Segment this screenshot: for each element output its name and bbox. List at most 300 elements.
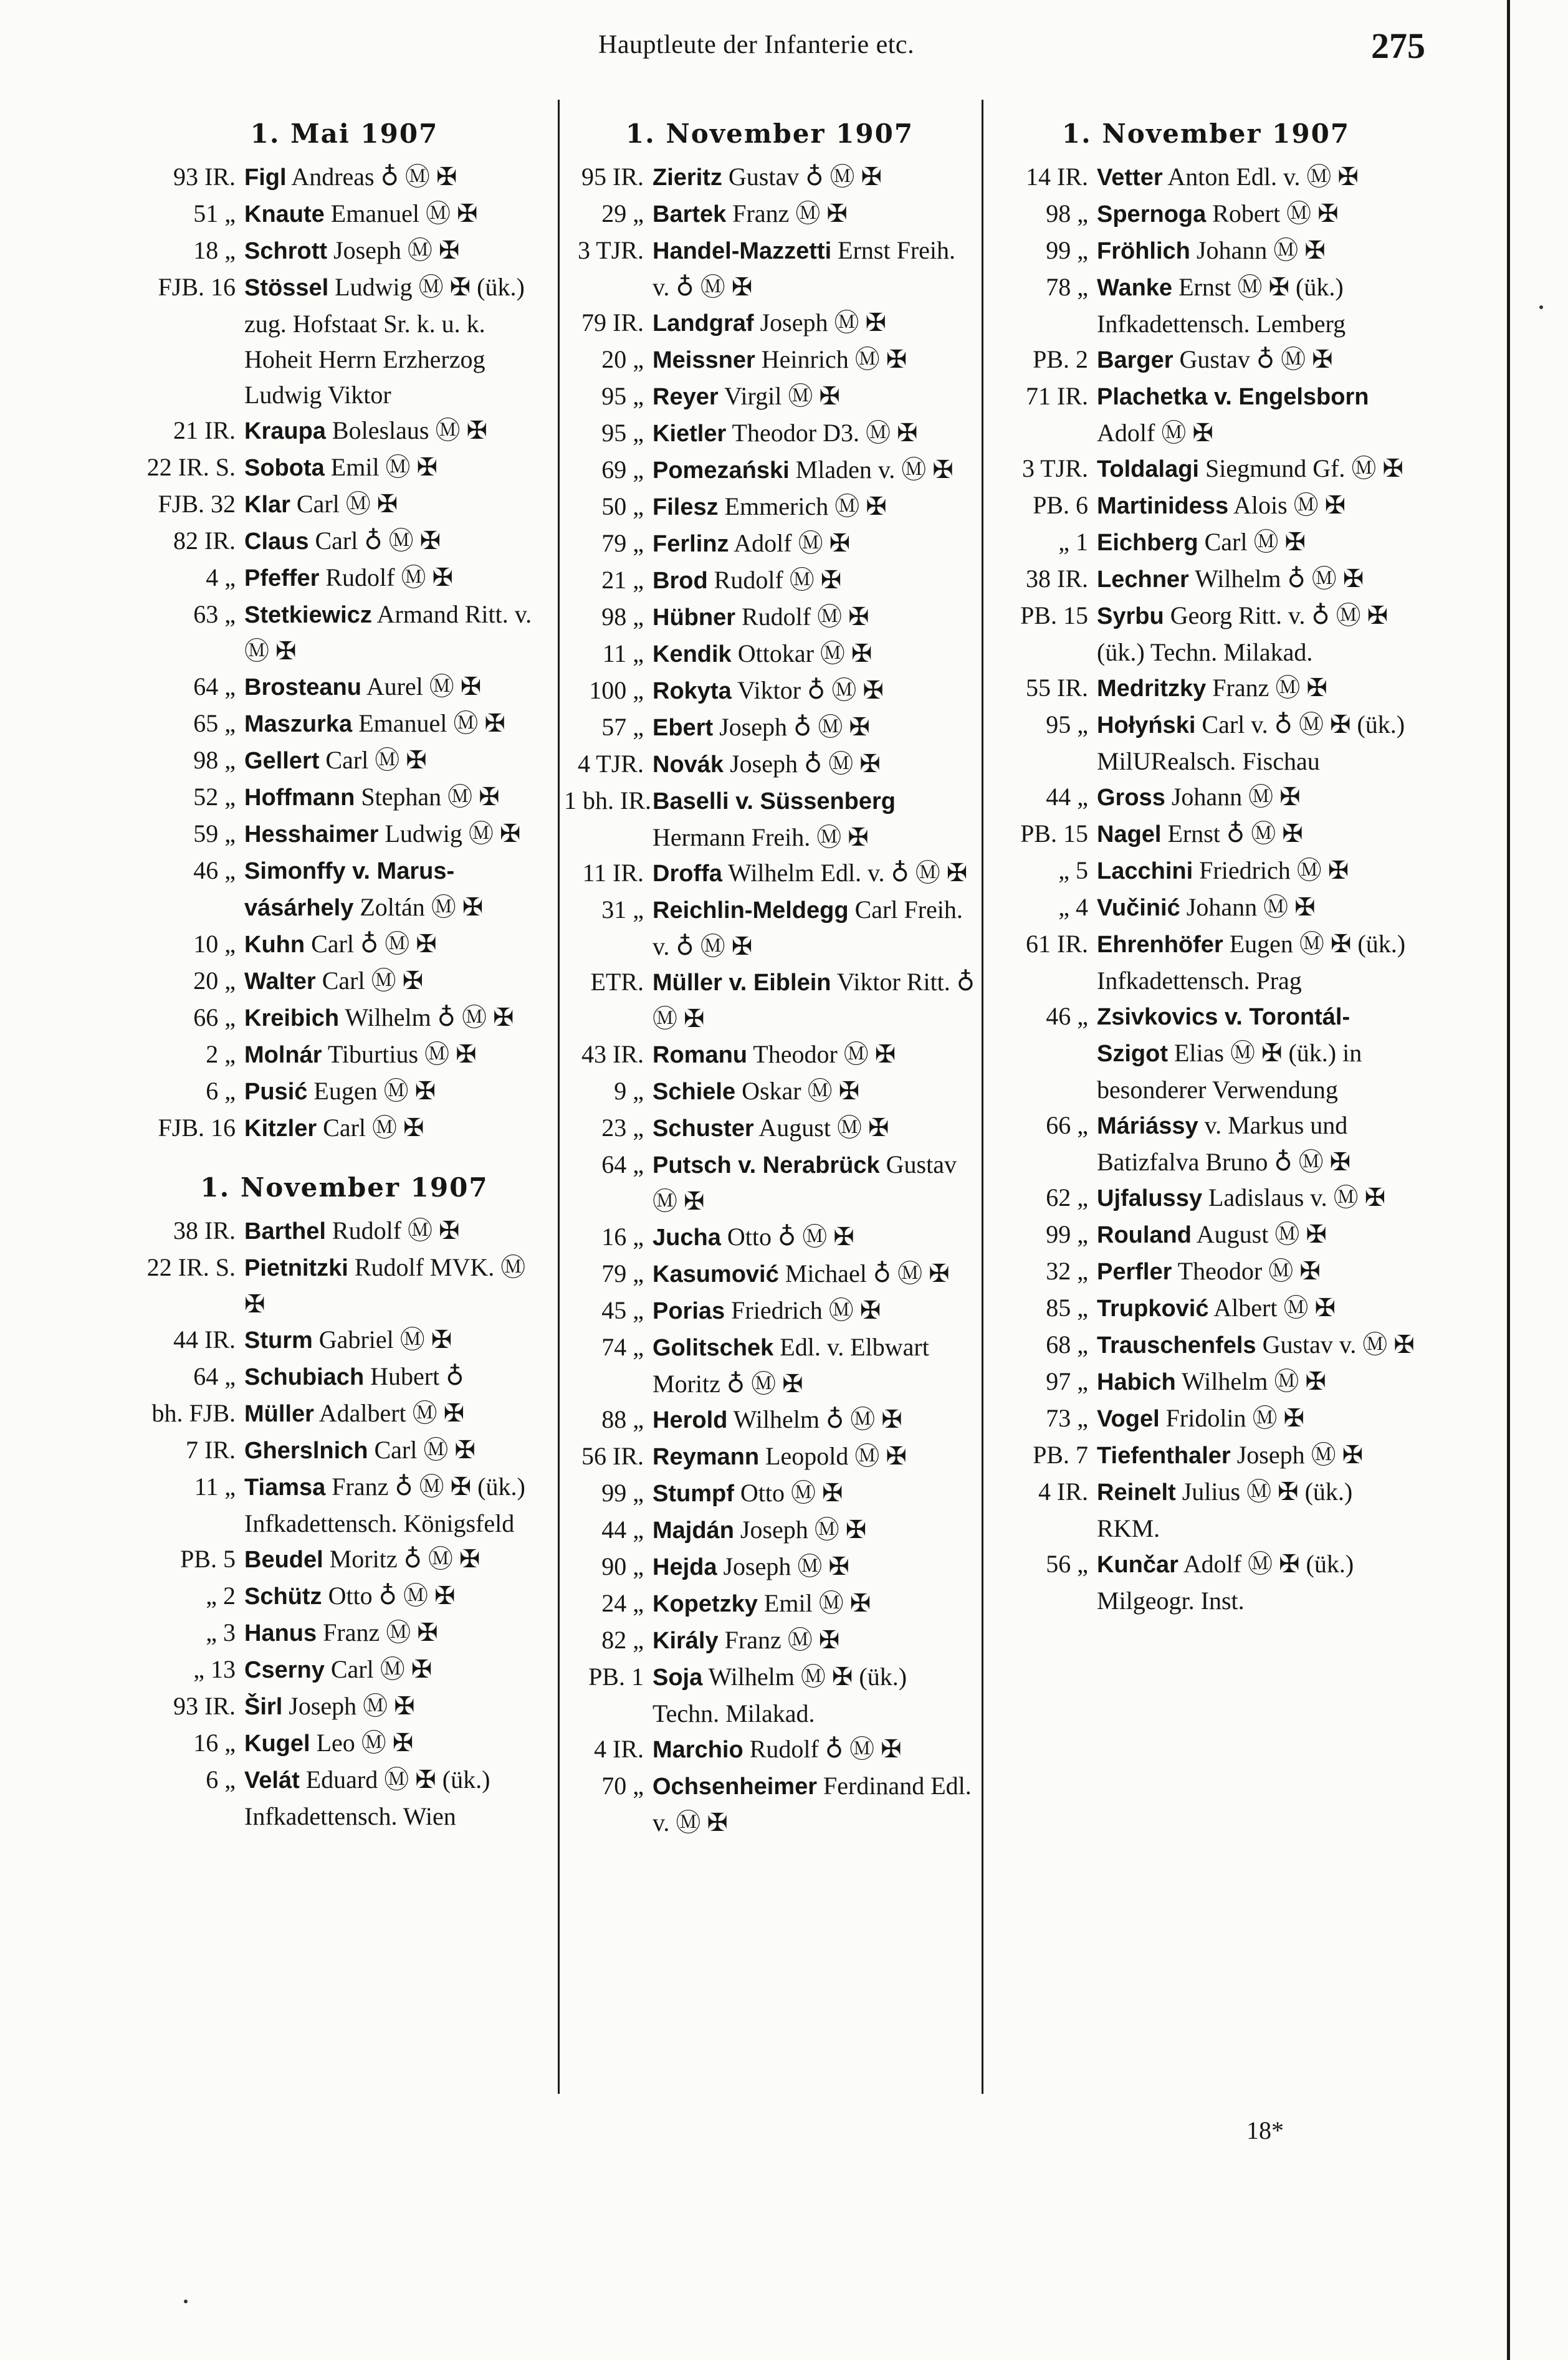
given-names-and-decorations: Joseph Ⓜ ✠	[753, 308, 886, 337]
regiment-label: 64 „	[193, 1362, 236, 1390]
given-names-and-decorations: Carl Ⓜ ✠	[324, 1655, 433, 1683]
officer-entry	[244, 1036, 552, 1073]
list-item	[564, 342, 975, 378]
regiment-label: 90 „	[601, 1552, 644, 1580]
list-item	[137, 1432, 552, 1469]
list-item	[564, 672, 975, 709]
given-names-and-decorations: Wilhelm Ⓜ ✠ (ük.) Techn. Milakad.	[653, 1663, 907, 1727]
regiment-label: 100 „	[589, 676, 644, 704]
given-names-and-decorations: Emil Ⓜ ✠	[324, 453, 438, 481]
regiment-label: 82 IR.	[173, 527, 236, 555]
list-item	[137, 449, 552, 486]
given-names-and-decorations: Rudolf Ⓜ ✠	[325, 1216, 460, 1244]
given-names-and-decorations: Gustav v. Ⓜ ✠	[1256, 1330, 1415, 1359]
surname: Velát	[244, 1767, 300, 1794]
list-item	[137, 1000, 552, 1036]
surname: Pusić	[244, 1079, 308, 1105]
given-names-and-decorations: Joseph Ⓜ ✠	[734, 1516, 867, 1544]
regiment-label: 93 IR.	[173, 163, 236, 191]
given-names-and-decorations: Emanuel Ⓜ ✠	[352, 709, 505, 737]
regiment-label: „ 13	[193, 1655, 236, 1683]
regiment-label: 79 „	[601, 529, 644, 557]
officer-entry	[244, 705, 552, 742]
list-item	[991, 1437, 1421, 1474]
surname: Martinidess	[1097, 493, 1229, 519]
given-names-and-decorations: Johann Ⓜ ✠	[1180, 893, 1316, 921]
list-item	[564, 525, 975, 562]
list-item	[564, 1768, 975, 1840]
list-item	[137, 1359, 552, 1395]
regiment-label: 68 „	[1046, 1330, 1088, 1359]
surname: Hołyński	[1097, 712, 1196, 738]
officer-entry	[653, 1438, 975, 1475]
given-names-and-decorations: Carl v. ♁ Ⓜ ✠ (ük.) MilURealsch. Fischau	[1097, 710, 1405, 775]
officer-entry	[653, 1402, 975, 1438]
list-item	[137, 1395, 552, 1432]
list-item	[564, 1622, 975, 1659]
margin-speck	[1539, 305, 1543, 309]
regiment-label: 95 „	[601, 382, 644, 410]
surname: Nagel	[1097, 821, 1162, 848]
list-item	[991, 487, 1421, 524]
list-item	[991, 342, 1421, 378]
officer-entry	[653, 415, 975, 452]
list-item	[564, 415, 975, 452]
surname: Kitzler	[244, 1116, 317, 1142]
officer-entry	[1097, 816, 1421, 853]
officer-entry	[244, 1213, 552, 1249]
list-item	[137, 1322, 552, 1359]
regiment-label: ETR.	[590, 968, 644, 996]
officer-entry	[653, 305, 975, 342]
officer-entry	[244, 1688, 552, 1725]
surname: Barthel	[244, 1218, 326, 1244]
regiment-label: 4 TJR.	[578, 750, 644, 778]
surname: Ujfalussy	[1097, 1185, 1202, 1211]
officer-entry	[244, 413, 552, 449]
regiment-label: 85 „	[1046, 1294, 1088, 1322]
surname: Máriássy	[1097, 1113, 1198, 1139]
list-item	[991, 853, 1421, 889]
officer-entry	[1097, 269, 1421, 342]
surname: Gross	[1097, 785, 1165, 811]
list-item	[564, 1036, 975, 1073]
surname: Ehrenhöfer	[1097, 932, 1223, 958]
page-number: 275	[1371, 26, 1425, 66]
signature-mark: 18*	[1246, 2116, 1284, 2144]
list-item	[991, 998, 1421, 1107]
regiment-label: 65 „	[193, 709, 236, 737]
list-item	[137, 669, 552, 705]
section-title: 1. November 1907	[200, 1172, 489, 1203]
officer-entry	[653, 1549, 975, 1585]
list-item	[564, 599, 975, 636]
list-item	[564, 1219, 975, 1256]
surname: Trauschenfels	[1097, 1332, 1256, 1359]
officer-entry	[1097, 1364, 1421, 1400]
officer-entry	[653, 636, 975, 672]
given-names-and-decorations: Carl ♁ Ⓜ ✠	[305, 930, 437, 958]
surname: Eichberg	[1097, 530, 1198, 556]
given-names-and-decorations: Franz Ⓜ ✠	[726, 199, 848, 227]
officer-entry	[244, 1651, 552, 1688]
surname: Ochsenheimer	[653, 1774, 817, 1800]
list-item	[991, 196, 1421, 232]
regiment-label: 74 „	[601, 1333, 644, 1361]
given-names-and-decorations: Joseph Ⓜ ✠	[1230, 1441, 1364, 1469]
list-item	[137, 560, 552, 596]
regiment-label: PB. 5	[180, 1545, 236, 1573]
regiment-label: 32 „	[1046, 1257, 1088, 1285]
surname: Tiefenthaler	[1097, 1443, 1231, 1469]
given-names-and-decorations: Gabriel Ⓜ ✠	[312, 1326, 452, 1354]
regiment-label: 9 „	[614, 1077, 644, 1105]
regiment-label: 16 „	[601, 1223, 644, 1251]
list-item	[137, 1615, 552, 1651]
officer-entry	[244, 232, 552, 269]
regiment-label: 95 „	[1046, 710, 1088, 738]
officer-entry	[1097, 487, 1421, 524]
given-names-and-decorations: Franz Ⓜ ✠	[718, 1626, 840, 1654]
officer-entry	[653, 1036, 975, 1073]
regiment-label: 20 „	[193, 967, 236, 995]
given-names-and-decorations: Eugen Ⓜ ✠	[307, 1077, 436, 1105]
list-item	[564, 1329, 975, 1402]
officer-entry	[244, 1725, 552, 1762]
regiment-label: 79 „	[601, 1259, 644, 1287]
surname: Schrott	[244, 238, 327, 264]
officer-entry	[244, 196, 552, 232]
given-names-and-decorations: Otto ♁ Ⓜ ✠	[720, 1223, 854, 1251]
officer-entry	[1097, 1290, 1421, 1327]
officer-entry	[653, 1585, 975, 1622]
regiment-label: 70 „	[601, 1772, 644, 1800]
given-names-and-decorations: Oskar Ⓜ ✠	[735, 1077, 860, 1105]
regiment-label: 14 IR.	[1026, 163, 1088, 191]
officer-entry	[244, 816, 552, 853]
list-item	[564, 1292, 975, 1329]
given-names-and-decorations: Wilhelm ♁ Ⓜ ✠	[727, 1405, 902, 1433]
list-item	[991, 1180, 1421, 1216]
given-names-and-decorations: v. Markus und Batizfalva Bruno ♁ Ⓜ ✠	[1097, 1111, 1351, 1176]
column-2	[564, 109, 975, 2103]
regiment-label: 64 „	[601, 1150, 644, 1178]
section-title: 1. November 1907	[625, 118, 914, 149]
officer-entry	[653, 1073, 975, 1110]
officer-entry	[244, 1432, 552, 1469]
list-item	[137, 1762, 552, 1834]
surname: Schuster	[653, 1116, 754, 1142]
given-names-and-decorations: Fridolin Ⓜ ✠	[1159, 1404, 1305, 1432]
list-item	[564, 855, 975, 892]
surname: Putsch v. Nerabrück	[653, 1152, 880, 1178]
given-names-and-decorations: Friedrich Ⓜ ✠	[725, 1296, 881, 1324]
regiment-label: 20 „	[601, 345, 644, 373]
list-item	[137, 159, 552, 196]
surname: Barger	[1097, 347, 1174, 373]
regiment-label: 98 „	[193, 746, 236, 774]
officer-entry	[244, 669, 552, 705]
surname: Medritzky	[1097, 676, 1207, 702]
regiment-label: 98 „	[601, 603, 644, 631]
given-names-and-decorations: Boleslaus Ⓜ ✠	[325, 416, 487, 444]
given-names-and-decorations: Franz Ⓜ ✠	[1206, 674, 1327, 702]
list-item	[137, 1725, 552, 1762]
regiment-label: „ 1	[1058, 528, 1088, 556]
officer-entry	[653, 1475, 975, 1512]
given-names-and-decorations: Carl Ⓜ ✠	[319, 746, 427, 774]
list-item	[991, 816, 1421, 853]
officer-entry	[653, 196, 975, 232]
officer-entry	[244, 449, 552, 486]
given-names-and-decorations: Moritz ♁ Ⓜ ✠	[323, 1545, 480, 1573]
list-item	[564, 305, 975, 342]
given-names-and-decorations: Hermann Freih. Ⓜ ✠	[653, 823, 869, 851]
surname: Müller	[244, 1401, 314, 1427]
given-names-and-decorations: Rudolf Ⓜ ✠	[319, 563, 454, 591]
regiment-label: 98 „	[1046, 199, 1088, 227]
column-3	[991, 109, 1421, 2103]
list-item	[137, 853, 552, 926]
surname: Reyer	[653, 384, 719, 410]
officer-entry	[1097, 378, 1421, 451]
surname: Kopetzky	[653, 1591, 758, 1617]
surname: Zsivkovics v. Torontál-Szigot	[1097, 1004, 1350, 1067]
surname: Brod	[653, 568, 708, 594]
surname: Pomezański	[653, 457, 790, 484]
given-names-and-decorations: Joseph Ⓜ ✠	[717, 1552, 849, 1580]
surname: Majdán	[653, 1517, 734, 1544]
list-item	[137, 1213, 552, 1249]
regiment-label: 63 „	[193, 600, 236, 628]
surname: Hejda	[653, 1554, 717, 1580]
list-item	[991, 598, 1421, 670]
regiment-label: 6 „	[206, 1077, 236, 1105]
given-names-and-decorations: August Ⓜ ✠	[753, 1114, 889, 1142]
surname: Kasumović	[653, 1261, 779, 1287]
given-names-and-decorations: Emil Ⓜ ✠	[757, 1589, 871, 1617]
list-item	[137, 779, 552, 816]
surname: Schubiach	[244, 1364, 365, 1390]
surname: Ebert	[653, 715, 714, 741]
given-names-and-decorations: Otto Ⓜ ✠	[734, 1479, 843, 1507]
regiment-label: 2 „	[206, 1040, 236, 1068]
list-item	[137, 486, 552, 523]
surname: Walter	[244, 968, 316, 995]
list-item	[137, 1110, 552, 1147]
officer-entry	[1097, 342, 1421, 378]
officer-entry	[244, 963, 552, 1000]
surname: Figl	[244, 165, 287, 191]
given-names-and-decorations: Hubert ♁	[364, 1362, 464, 1390]
list-item	[564, 709, 975, 746]
list-item	[564, 1073, 975, 1110]
officer-entry	[244, 596, 552, 669]
surname: Stumpf	[653, 1481, 734, 1507]
given-names-and-decorations: Leo Ⓜ ✠	[310, 1729, 414, 1757]
given-names-and-decorations: Ladislaus v. Ⓜ ✠	[1202, 1183, 1386, 1211]
officer-entry	[244, 159, 552, 196]
surname: Kugel	[244, 1731, 310, 1757]
regiment-label: 66 „	[193, 1003, 236, 1031]
officer-entry	[653, 159, 975, 196]
given-names-and-decorations: Robert Ⓜ ✠	[1206, 199, 1339, 227]
officer-entry	[1097, 524, 1421, 561]
surname: Beudel	[244, 1547, 323, 1573]
list-item	[137, 232, 552, 269]
given-names-and-decorations: Rudolf MVK. Ⓜ ✠	[244, 1253, 526, 1318]
list-item	[137, 926, 552, 963]
given-names-and-decorations: Theodor Ⓜ ✠	[747, 1040, 896, 1068]
given-names-and-decorations: Elias Ⓜ ✠ (ük.) in besonderer Verwendung	[1097, 1039, 1362, 1104]
given-names-and-decorations: Armand Ritt. v. Ⓜ ✠	[244, 600, 532, 665]
list-item	[564, 964, 975, 1036]
given-names-and-decorations: Michael ♁ Ⓜ ✠	[778, 1259, 950, 1287]
given-names-and-decorations: Edl. v. Elbwart Moritz ♁ Ⓜ ✠	[653, 1333, 929, 1398]
officer-entry	[1097, 1400, 1421, 1437]
officer-entry	[244, 523, 552, 560]
regiment-label: 99 „	[1046, 236, 1088, 264]
surname: Herold	[653, 1407, 728, 1433]
given-names-and-decorations: Franz Ⓜ ✠	[317, 1618, 438, 1646]
regiment-label: „ 5	[1058, 856, 1088, 884]
surname: Bartek	[653, 201, 727, 227]
list-item	[564, 892, 975, 964]
officer-entry	[1097, 670, 1421, 707]
regiment-label: 16 „	[193, 1729, 236, 1757]
officer-entry	[653, 1329, 975, 1402]
section-title: 1. Mai 1907	[250, 118, 439, 149]
list-item	[564, 232, 975, 305]
officer-entry	[1097, 1474, 1421, 1546]
given-names-and-decorations: Anton Edl. v. Ⓜ ✠	[1162, 163, 1359, 191]
surname: Knaute	[244, 201, 325, 227]
given-names-and-decorations: Ernst Ⓜ ✠ (ük.) Infkadettensch. Lemberg	[1097, 273, 1346, 338]
list-item	[137, 1651, 552, 1688]
surname: Klar	[244, 492, 290, 518]
regiment-label: bh. FJB.	[151, 1399, 236, 1427]
surname: Hanus	[244, 1620, 317, 1646]
surname: Király	[653, 1628, 719, 1654]
officer-entry	[1097, 598, 1421, 670]
surname: Cserny	[244, 1657, 325, 1683]
regiment-label: FJB. 16	[158, 273, 236, 301]
surname: Novák	[653, 752, 724, 778]
surname: Pietnitzki	[244, 1255, 348, 1281]
given-names-and-decorations: Wilhelm ♁ Ⓜ ✠	[1188, 565, 1364, 593]
regiment-label: PB. 2	[1033, 345, 1088, 373]
list-item	[991, 269, 1421, 342]
given-names-and-decorations: Alois Ⓜ ✠	[1228, 491, 1346, 519]
regiment-label: 10 „	[193, 930, 236, 958]
given-names-and-decorations: Julius Ⓜ ✠ (ük.) RKM.	[1097, 1478, 1353, 1542]
list-item	[137, 742, 552, 779]
list-item	[991, 232, 1421, 269]
list-item	[564, 378, 975, 415]
regiment-label: 38 IR.	[1026, 565, 1088, 593]
given-names-and-decorations: Stephan Ⓜ ✠	[355, 783, 500, 811]
officer-entry	[653, 746, 975, 783]
officer-entry	[653, 1659, 975, 1731]
surname: Stetkiewicz	[244, 602, 372, 628]
list-item	[564, 489, 975, 525]
officer-entry	[244, 1541, 552, 1578]
given-names-and-decorations: Carl Ⓜ ✠	[1198, 528, 1306, 556]
officer-entry	[1097, 1327, 1421, 1364]
regiment-label: 56 „	[1046, 1550, 1088, 1578]
surname: Romanu	[653, 1042, 747, 1068]
list-item	[564, 562, 975, 599]
surname: Porias	[653, 1298, 725, 1324]
list-item	[137, 1036, 552, 1073]
given-names-and-decorations: Viktor Ritt. ♁ Ⓜ ✠	[653, 968, 975, 1033]
list-item	[991, 561, 1421, 598]
given-names-and-decorations: Wilhelm ♁ Ⓜ ✠	[339, 1003, 514, 1031]
list-item	[564, 746, 975, 783]
regiment-label: 4 „	[206, 563, 236, 591]
given-names-and-decorations: Rudolf Ⓜ ✠	[735, 603, 869, 631]
officer-entry	[244, 269, 552, 413]
regiment-label: 7 IR.	[186, 1436, 236, 1464]
officer-entry	[653, 1768, 975, 1840]
surname: Simonffy v. Marus-vásárhely	[244, 858, 455, 921]
officer-entry	[1097, 853, 1421, 889]
surname: Müller v. Eiblein	[653, 970, 831, 996]
surname: Jucha	[653, 1225, 721, 1251]
regiment-label: 24 „	[601, 1589, 644, 1617]
column-1	[137, 109, 552, 2103]
officer-entry	[653, 232, 975, 305]
regiment-label: 4 IR.	[1038, 1478, 1088, 1506]
list-item	[991, 926, 1421, 998]
given-names-and-decorations: Ferdinand Edl. v. Ⓜ ✠	[653, 1772, 972, 1837]
officer-entry	[1097, 998, 1421, 1107]
regiment-label: 23 „	[601, 1114, 644, 1142]
given-names-and-decorations: August Ⓜ ✠	[1191, 1220, 1327, 1248]
officer-entry	[653, 709, 975, 746]
list-item	[564, 1512, 975, 1549]
regiment-label: 22 IR. S.	[146, 1253, 236, 1281]
surname: Baselli v. Süssenberg	[653, 788, 896, 815]
given-names-and-decorations: Carl ♁ Ⓜ ✠	[308, 527, 441, 555]
list-item	[991, 159, 1421, 196]
list-item	[564, 1549, 975, 1585]
regiment-label: „ 4	[1058, 893, 1088, 921]
surname: Meissner	[653, 347, 755, 373]
given-names-and-decorations: Mladen v. Ⓜ ✠	[789, 456, 954, 484]
officer-entry	[653, 1147, 975, 1219]
officer-entry	[653, 1256, 975, 1292]
given-names-and-decorations: Gustav ♁ Ⓜ ✠	[1173, 345, 1333, 373]
surname: Marchio	[653, 1737, 743, 1763]
regiment-label: 88 „	[601, 1405, 644, 1433]
given-names-and-decorations: Joseph ♁ Ⓜ ✠	[713, 713, 870, 741]
given-names-and-decorations: Carl Ⓜ ✠	[315, 967, 424, 995]
given-names-and-decorations: Aurel Ⓜ ✠	[361, 672, 482, 700]
surname: Schiele	[653, 1079, 736, 1105]
regiment-label: 44 „	[1046, 783, 1088, 811]
surname: Landgraf	[653, 310, 754, 337]
surname: Vogel	[1097, 1406, 1160, 1432]
list-item	[564, 1110, 975, 1147]
regiment-label: 45 „	[601, 1296, 644, 1324]
given-names-and-decorations: Theodor Ⓜ ✠	[1172, 1257, 1321, 1285]
surname: Schütz	[244, 1584, 322, 1610]
surname: Rouland	[1097, 1222, 1192, 1248]
officer-entry	[653, 783, 975, 855]
list-item	[564, 1731, 975, 1768]
regiment-label: PB. 15	[1020, 819, 1088, 848]
